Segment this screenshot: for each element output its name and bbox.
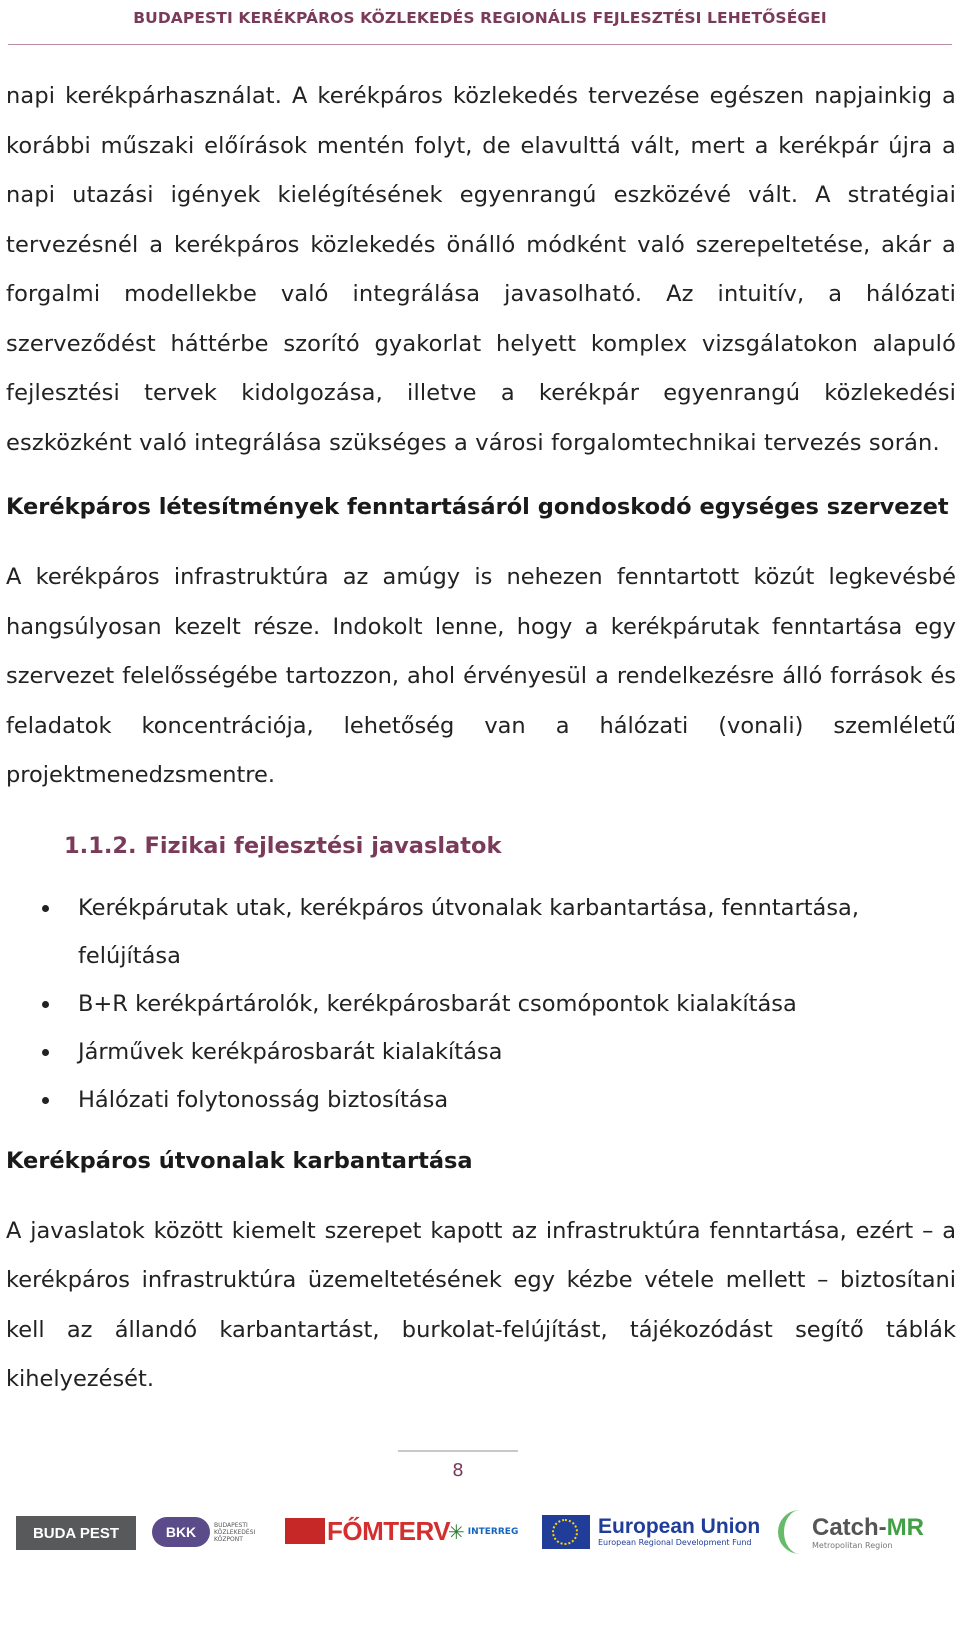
fomterv-logo: [285, 1514, 450, 1548]
document-title: BUDAPESTI KERÉKPÁROS KÖZLEKEDÉS REGIONÁLIS FEJLESZTÉSI LEHETŐSÉGEI: [133, 9, 827, 27]
section-heading: [64, 831, 956, 861]
list-item: [6, 1028, 956, 1076]
bullet-icon: [42, 1001, 49, 1008]
section-title: Fizikai fejlesztési javaslatok: [144, 832, 502, 859]
list-item: [6, 884, 956, 980]
fomterv-logo-text: FŐMTERV: [327, 1515, 451, 1546]
running-header: [0, 0, 960, 52]
maintenance-organization-heading: Kerékpáros létesítmények fenntartásáról gondoskodó egységes szervezet: [6, 494, 949, 520]
list-item-text: Járművek kerékpárosbarát kialakítása: [78, 1038, 503, 1065]
bullet-icon: [42, 905, 49, 912]
bullet-icon: [42, 1097, 49, 1104]
eu-flag-icon: [542, 1515, 590, 1549]
partner-logos: [0, 1500, 960, 1562]
route-maintenance-heading: Kerékpáros útvonalak karbantartása: [6, 1147, 473, 1174]
budapest-logo-text: BUDA PEST: [32, 1524, 120, 1542]
eu-logo-subtitle: European Regional Development Fund: [598, 1538, 752, 1547]
bkk-badge: BKK: [152, 1517, 210, 1547]
page-number: 8: [452, 1460, 464, 1481]
bkk-logo: [152, 1514, 254, 1550]
budapest-logo: [16, 1516, 136, 1550]
catch-mr-logo: [778, 1508, 924, 1556]
footer-divider: [398, 1450, 518, 1452]
eu-logo: [542, 1510, 760, 1554]
header-divider: [8, 44, 952, 45]
list-item-text: B+R kerékpártárolók, kerékpárosbarát csomópontok kialakítása: [78, 990, 797, 1017]
page-content: [6, 72, 956, 1405]
bullet-icon: [42, 1049, 49, 1056]
route-maintenance-paragraph: A javaslatok között kiemelt szerepet kapott az infrastruktúra fenntartása, ezért – a kerékpáros infrastruktúra üzemeltetésének egy kézbe vétele mellett – biztosítani kell az állandó karbantartást, burkolat-felújítást, tájékozódást segítő táblák kihelyezését.: [6, 1217, 956, 1392]
interreg-logo-text: INTERREG: [467, 1527, 519, 1537]
interreg-logo: [448, 1516, 518, 1548]
list-item-text: Kerékpárutak utak, kerékpáros útvonalak karbantartása, fenntartása, felújítása: [78, 894, 859, 969]
section-number: 1.1.2.: [64, 832, 137, 859]
eu-logo-title: European Union: [598, 1515, 761, 1538]
fomterv-mark-icon: [285, 1518, 325, 1544]
interreg-mark-icon: ✳: [448, 1520, 465, 1544]
maintenance-organization-paragraph: A kerékpáros infrastruktúra az amúgy is nehezen fenntartott közút legkevésbé hangsúlyosan kezelt része. Indokolt lenne, hogy a kerékpárutak fenntartása egy szervezet felelősségébe tartozzon, ahol érvényesül a rendelkezésre álló források és feladatok koncentrációja, lehetőség van a hálózati (vonali) szemléletű projektmenedzsmentre.: [6, 564, 956, 788]
intro-paragraph: napi kerékpárhasználat. A kerékpáros közlekedés tervezése egészen napjainkig a korábbi műszaki előírások mentén folyt, de elavulttá vált, mert a kerékpár újra a napi utazási igények kielégítésének egyenrangú eszközévé vált. A stratégiai tervezésnél a kerékpáros közlekedés önálló módként való szerepeltetése, akár a forgalmi modellekbe való integrálása javasolható. Az intuitív, a hálózati szerveződést háttérbe szorító gyakorlat helyett komplex vizsgálatokon alapuló fejlesztési tervek kidolgozása, illetve a kerékpár egyenrangú közlekedési eszközként való integrálása szükséges a városi forgalomtechnikai tervezés során.: [6, 83, 956, 456]
list-item-text: Hálózati folytonosság biztosítása: [78, 1086, 449, 1113]
list-item: [6, 980, 956, 1028]
catch-mr-mark-icon: [778, 1510, 808, 1554]
catch-mr-logo-title: Catch-MR: [812, 1513, 924, 1541]
proposal-list: [6, 884, 956, 1124]
list-item: [6, 1076, 956, 1124]
catch-mr-logo-subtitle: Metropolitan Region: [812, 1540, 893, 1550]
bkk-subtitle: BUDAPESTI KÖZLEKEDÉSI KÖZPONT: [214, 1521, 256, 1543]
